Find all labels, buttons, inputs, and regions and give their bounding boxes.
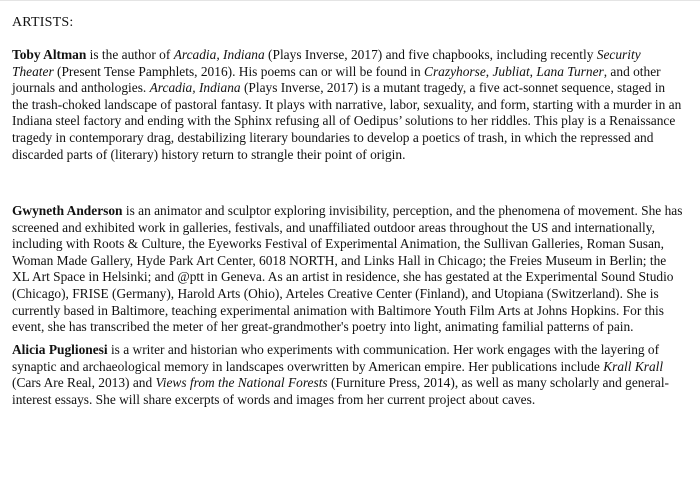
bio-text: is the author of	[86, 47, 174, 62]
artist-bio-alicia-puglionesi	[12, 342, 684, 408]
bio-text: is an animator and sculptor exploring invisibility, perception, and the phenomena of movement. She has screened and exhibited work in galleries, festivals, and unaffiliated outdoor areas throughout the US and internationally, including with Roots & Culture, the Eyeworks Festival of Experimental Animation, the Sullivan Galleries, Roman Susan, Woman Made Gallery, Hyde Park Art Center, 6018 NORTH, and Links Hall in Chicago; the Freies Museum in Berlin; the XL Art Space in Helsinki; and @ptt in Geneva. As an artist in residence, she has gestated at the Experimental Sound Studio (Chicago), FRISE (Germany), Harold Arts (Ohio), Arteles Creative Center (Finland), and Utopiana (Switzerland). She is currently based in Baltimore, teaching experimental animation with Baltimore Youth Film Arts at Johns Hopkins. For this event, she has transcribed the meter of her great-grandmother's poetry into light, animating familial patterns of pain.	[12, 203, 683, 335]
bio-title: Lana Turner	[536, 63, 604, 79]
bio-text: (Cars Are Real, 2013) and	[12, 375, 156, 391]
bio-text: (Plays Inverse, 2017) and five chapbooks, including recently	[264, 47, 597, 62]
bio-title: Krall Krall	[603, 358, 664, 374]
bio-title: Arcadia, Indiana	[149, 80, 241, 96]
artist-name: Toby Altman	[12, 47, 87, 62]
bio-text: ,	[485, 63, 493, 79]
bio-title: Arcadia, Indiana	[173, 47, 265, 62]
artist-name: Alicia Puglionesi	[12, 342, 108, 357]
bio-text: , and other journals and anthologies.	[12, 63, 661, 96]
bio-text: ,	[529, 63, 537, 79]
artist-name: Gwyneth Anderson	[12, 203, 123, 218]
bio-text: (Present Tense Pamphlets, 2016). His poems can or will be found in	[53, 63, 425, 79]
bio-title: Jubliat	[492, 63, 530, 79]
artist-bio-gwyneth-anderson	[12, 203, 684, 336]
bio-title: Crazyhorse	[424, 63, 486, 79]
bio-title: Security Theater	[12, 47, 641, 79]
bio-text: is a writer and historian who experiments with communication. Her work engages with the layering of synaptic and archaeological memory in landscapes overwritten by American empire. Her publications include	[12, 342, 660, 374]
artist-bio-toby-altman	[12, 47, 684, 163]
section-heading: ARTISTS:	[12, 15, 74, 30]
bio-text: (Furniture Press, 2014), as well as many scholarly and general-interest essays. She will share excerpts of words and images from her current project about caves.	[12, 375, 670, 407]
bio-title: Views from the National Forests	[155, 375, 328, 391]
bio-text: (Plays Inverse, 2017) is a mutant tragedy, a five act-sonnet sequence, staged in the trash-choked landscape of pastoral fantasy. It plays with narrative, labor, sexuality, and form, starting with a murder in an Indiana steel factory and ending with the Sphinx refusing all of Oedipus’ solutions to her riddles. This play is a Renaissance tragedy in contemporary drag, destabilizing literary boundaries to develop a poetics of trash, in which the repressed and discarded parts of (literary) history return to strangle their point of origin.	[12, 80, 682, 162]
